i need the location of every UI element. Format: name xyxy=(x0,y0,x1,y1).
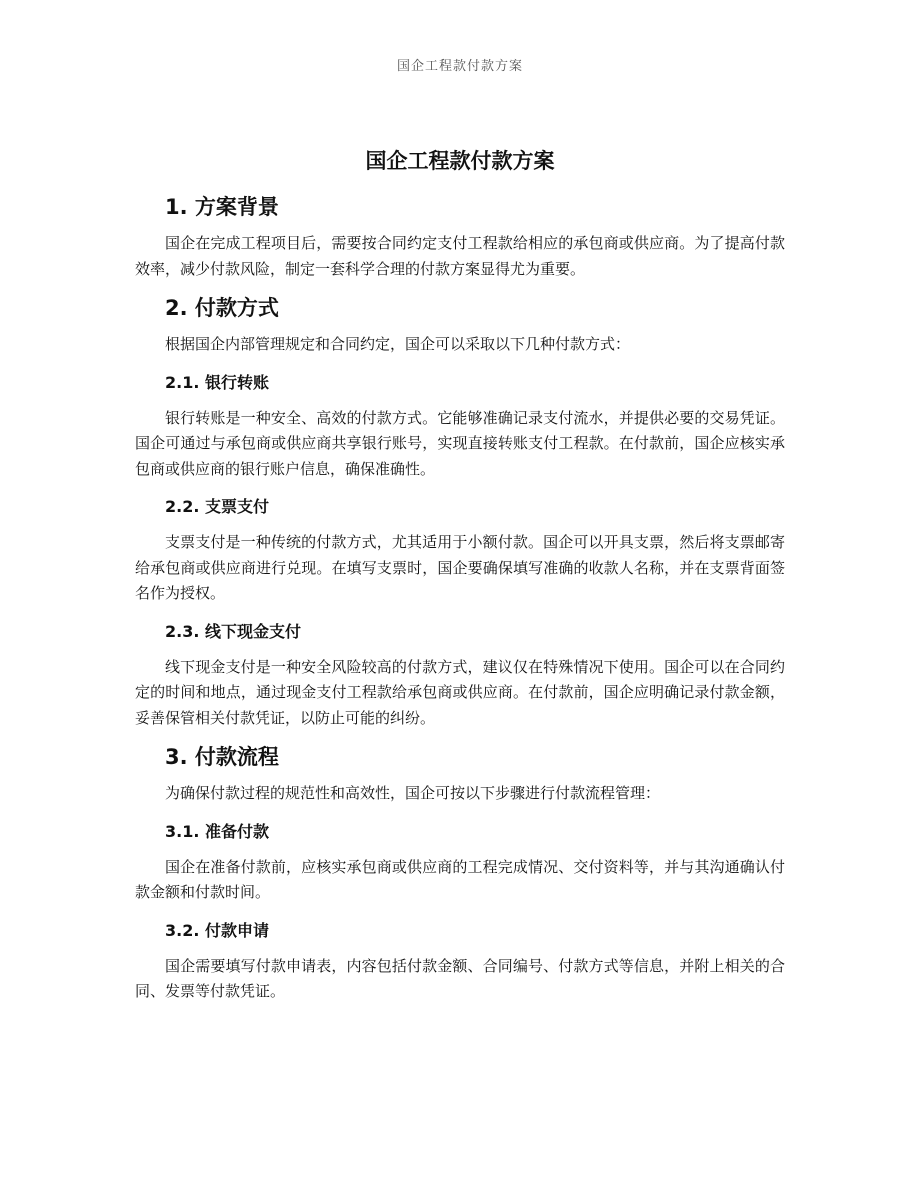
subsection-paragraph: 线下现金支付是一种安全风险较高的付款方式，建议仅在特殊情况下使用。国企可以在合同约定的时间和地点，通过现金支付工程款给承包商或供应商。在付款前，国企应明确记录付款金额，妥善保管相关付款凭证，以防止可能的纠纷。 xyxy=(135,657,785,727)
document-body xyxy=(135,145,785,1017)
section-paragraph: 国企在完成工程项目后，需要按合同约定支付工程款给相应的承包商或供应商。为了提高付款效率，减少付款风险，制定一套科学合理的付款方案显得尤为重要。 xyxy=(135,234,785,278)
subsection-heading: 2.2. 支票支付 xyxy=(165,497,269,516)
section-heading: 1. 方案背景 xyxy=(165,195,279,219)
subsection-paragraph: 国企需要填写付款申请表，内容包括付款金额、合同编号、付款方式等信息，并附上相关的合同、发票等付款凭证。 xyxy=(135,956,785,1000)
section-heading: 3. 付款流程 xyxy=(165,745,279,769)
section-paragraph: 为确保付款过程的规范性和高效性，国企可按以下步骤进行付款流程管理： xyxy=(165,784,661,802)
running-header: 国企工程款付款方案 xyxy=(396,59,523,74)
subsection-heading: 3.2. 付款申请 xyxy=(165,920,269,940)
subsection-paragraph: 银行转账是一种安全、高效的付款方式。它能够准确记录支付流水，并提供必要的交易凭证。国企可通过与承包商或供应商共享银行账号，实现直接转账支付工程款。在付款前，国企应核实承包商或供应商的银行账户信息，确保准确性。 xyxy=(135,408,785,478)
section-paragraph: 根据国企内部管理规定和合同约定，国企可以采取以下几种付款方式： xyxy=(165,335,631,353)
subsection-heading: 2.3. 线下现金支付 xyxy=(165,621,301,641)
subsection-heading: 2.1. 银行转账 xyxy=(165,372,269,392)
subsection-paragraph: 国企在准备付款前，应核实承包商或供应商的工程完成情况、交付资料等，并与其沟通确认付款金额和付款时间。 xyxy=(135,857,785,901)
subsection-heading: 3.1. 准备付款 xyxy=(165,821,269,841)
subsection-paragraph: 支票支付是一种传统的付款方式，尤其适用于小额付款。国企可以开具支票，然后将支票邮寄给承包商或供应商进行兑现。在填写支票时，国企要确保填写准确的收款人名称，并在支票背面签名作为授权。 xyxy=(135,533,785,602)
section-heading: 2. 付款方式 xyxy=(165,296,279,320)
document-title: 国企工程款付款方案 xyxy=(365,149,555,173)
